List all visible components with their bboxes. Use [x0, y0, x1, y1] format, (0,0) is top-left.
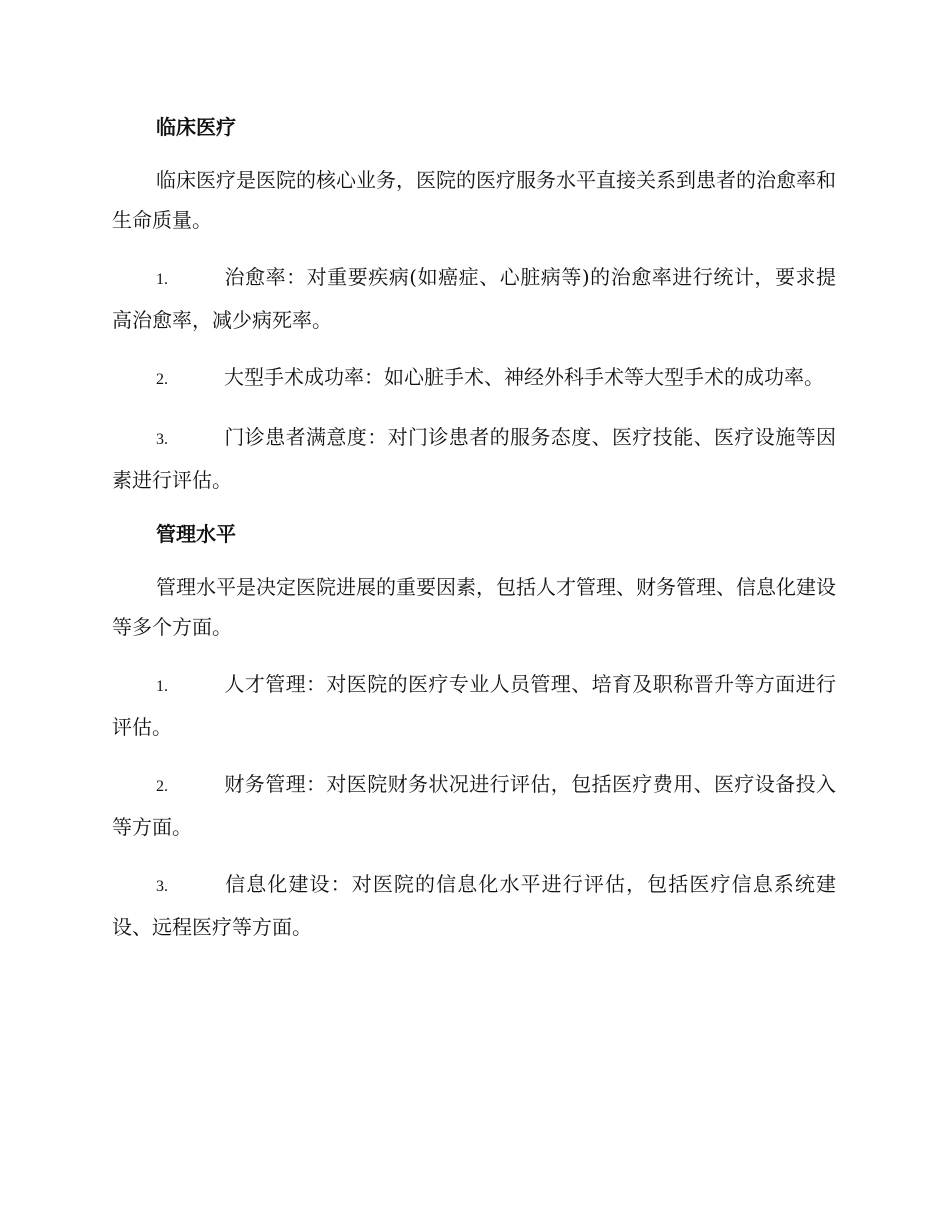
list-item: [112, 357, 836, 400]
list-item-number: 1.: [156, 271, 168, 288]
list-item-text: 门诊患者满意度：对门诊患者的服务态度、医疗技能、医疗设施等因素进行评估。: [112, 425, 836, 492]
list-item: [112, 764, 836, 847]
section-heading: 管理水平: [156, 522, 236, 546]
list-item: [112, 664, 836, 747]
list-item: [112, 864, 836, 947]
list-item-number: 1.: [156, 678, 168, 695]
section-intro: 管理水平是决定医院进展的重要因素，包括人才管理、财务管理、信息化建设等多个方面。: [112, 575, 836, 639]
section-heading: 临床医疗: [156, 115, 236, 139]
list-item: [112, 417, 836, 500]
list-item-number: 3.: [156, 431, 168, 448]
list-item-number: 2.: [156, 371, 168, 388]
list-item: [112, 257, 836, 340]
list-item-text: 大型手术成功率：如心脏手术、神经外科手术等大型手术的成功率。: [224, 365, 824, 389]
list-item-text: 信息化建设：对医院的信息化水平进行评估，包括医疗信息系统建设、远程医疗等方面。: [112, 872, 836, 939]
list-item-text: 财务管理：对医院财务状况进行评估，包括医疗费用、医疗设备投入等方面。: [112, 772, 836, 839]
list-item-number: 2.: [156, 778, 168, 795]
section-intro: 临床医疗是医院的核心业务，医院的医疗服务水平直接关系到患者的治愈率和生命质量。: [112, 168, 836, 232]
list-item-number: 3.: [156, 878, 168, 895]
list-item-text: 治愈率：对重要疾病(如癌症、心脏病等)的治愈率进行统计，要求提高治愈率，减少病死率。: [112, 265, 836, 332]
document-body: [112, 110, 836, 947]
list-item-text: 人才管理：对医院的医疗专业人员管理、培育及职称晋升等方面进行评估。: [112, 672, 836, 739]
